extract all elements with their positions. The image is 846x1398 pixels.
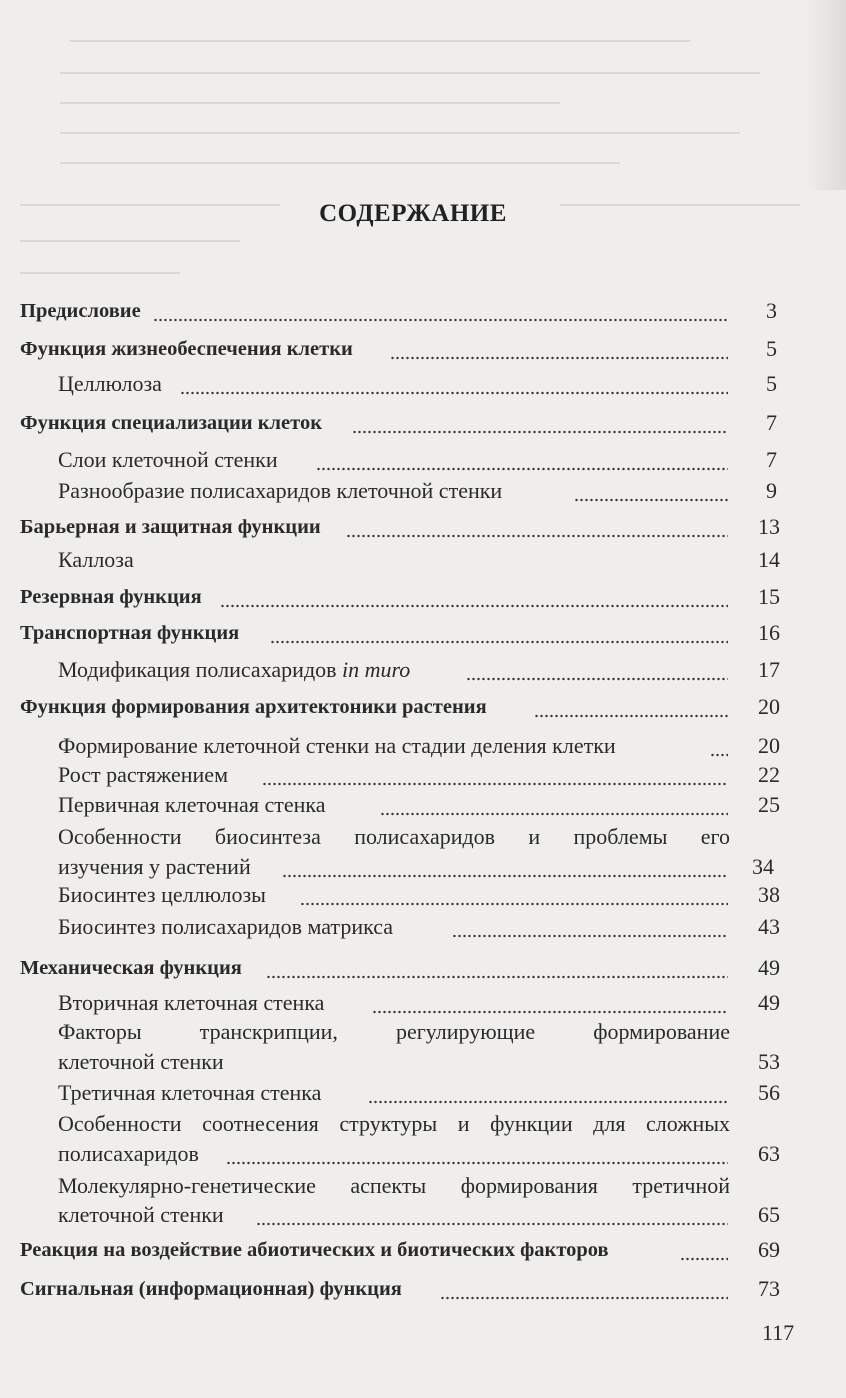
- leader-dots: [466, 677, 728, 681]
- toc-entry-title: Модификация полисахаридов in muro: [58, 657, 411, 682]
- toc-entry-page: 20: [758, 733, 780, 758]
- toc-entry-page: 13: [758, 514, 780, 539]
- toc-entry-title: полисахаридов: [58, 1141, 199, 1166]
- toc-entry-title: клеточной стенки: [58, 1202, 224, 1227]
- leader-dots: [368, 1100, 728, 1104]
- toc-entry[interactable]: [0, 655, 846, 687]
- toc-entry-title: Реакция на воздействие абиотических и биотических факторов: [20, 1239, 609, 1261]
- toc-entry[interactable]: [0, 1047, 846, 1079]
- toc-entry[interactable]: [0, 1235, 846, 1267]
- toc-entry[interactable]: [0, 545, 846, 577]
- toc-entry[interactable]: [0, 988, 846, 1020]
- toc-entry-page: 20: [758, 694, 780, 719]
- toc-entry-title: Транспортная функция: [20, 622, 240, 644]
- toc-entry-title: Предисловие: [20, 300, 141, 322]
- toc-entry-title-line1: Молекулярно-генетические аспекты формирования третичной: [58, 1173, 730, 1198]
- toc-entry-page: 17: [758, 657, 780, 682]
- toc-entry[interactable]: [0, 582, 846, 614]
- toc-entry-page: 53: [758, 1049, 780, 1074]
- toc-entry-title: Механическая функция: [20, 957, 242, 979]
- toc-entry-title: Каллоза: [58, 547, 134, 572]
- toc-entry-title-line1: Особенности биосинтеза полисахаридов и проблемы его: [58, 824, 730, 849]
- toc-entry-page: 9: [766, 478, 777, 503]
- toc-entry[interactable]: [0, 912, 846, 944]
- leader-dots: [226, 1161, 728, 1165]
- toc-entry-page: 15: [758, 584, 780, 609]
- toc-entry-title: Вторичная клеточная стенка: [58, 990, 325, 1015]
- toc-entry-title: Третичная клеточная стенка: [58, 1080, 322, 1105]
- toc-entry-page: 73: [758, 1276, 780, 1301]
- leader-dots: [282, 874, 728, 878]
- leader-dots: [534, 714, 728, 718]
- toc-entry-page: 14: [758, 547, 780, 572]
- leader-dots: [352, 430, 728, 434]
- toc-entry-title: Слои клеточной стенки: [58, 447, 278, 472]
- toc-entry-page: 49: [758, 955, 780, 980]
- toc-entry[interactable]: [0, 760, 846, 792]
- page-number: 117: [762, 1320, 795, 1345]
- toc-entry-page: 49: [758, 990, 780, 1015]
- toc-entry-page: 43: [758, 914, 780, 939]
- toc-entry-page: 22: [758, 762, 780, 787]
- leader-dots: [180, 391, 728, 395]
- toc-entry[interactable]: [0, 369, 846, 401]
- toc-entry-page: 69: [758, 1237, 780, 1262]
- toc-entry[interactable]: [0, 692, 846, 724]
- toc-entry[interactable]: [0, 1274, 846, 1306]
- leader-dots: [390, 356, 728, 360]
- leader-dots: [380, 812, 728, 816]
- toc-entry-title: изучения у растений: [58, 854, 251, 879]
- toc-entry[interactable]: [0, 731, 846, 763]
- leader-dots: [270, 640, 728, 644]
- toc-entry-page: 65: [758, 1202, 780, 1227]
- toc-entry-title-line1: Особенности соотнесения структуры и функции для сложных: [58, 1111, 730, 1136]
- leader-dots: [680, 1257, 728, 1261]
- toc-entry-page: 56: [758, 1080, 780, 1105]
- leader-dots: [346, 534, 728, 538]
- toc-entry[interactable]: [0, 1200, 846, 1232]
- toc-entry-page: 7: [766, 410, 777, 435]
- toc-entry-title: Целлюлоза: [58, 371, 162, 396]
- toc-entry-title: Биосинтез целлюлозы: [58, 882, 266, 907]
- leader-dots: [262, 782, 728, 786]
- toc-entry[interactable]: [0, 1139, 846, 1171]
- leader-dots: [220, 604, 728, 608]
- toc-entry[interactable]: [0, 476, 846, 508]
- leader-dots: [300, 902, 728, 906]
- toc-entry-page: 3: [766, 298, 777, 323]
- toc-entry[interactable]: [0, 790, 846, 822]
- toc-entry-title: Биосинтез полисахаридов матрикса: [58, 914, 394, 939]
- toc-entry[interactable]: [0, 296, 846, 328]
- toc-entry-title-line1: Факторы транскрипции, регулирующие формирование: [58, 1019, 730, 1044]
- toc-entry-title: Функция специализации клеток: [20, 412, 323, 434]
- toc-entry[interactable]: [0, 1078, 846, 1110]
- toc-entry-page: 34: [752, 854, 774, 879]
- bleed-through-text: [0, 0, 846, 290]
- toc-entry[interactable]: [0, 953, 846, 985]
- leader-dots: [266, 975, 728, 979]
- leader-dots: [574, 498, 728, 502]
- toc-entry[interactable]: [0, 880, 846, 912]
- toc-entry-page: 5: [766, 336, 777, 361]
- toc-entry-page: 63: [758, 1141, 780, 1166]
- toc-entry-title: Первичная клеточная стенка: [58, 792, 326, 817]
- leader-dots: [440, 1296, 728, 1300]
- toc-entry-page: 7: [766, 447, 777, 472]
- page-title: СОДЕРЖАНИЕ: [319, 200, 507, 227]
- toc-entry-title: Формирование клеточной стенки на стадии деления клетки: [58, 733, 616, 758]
- toc-entry-page: 16: [758, 620, 780, 645]
- toc-entry[interactable]: [0, 618, 846, 650]
- toc-entry-title: Резервная функция: [20, 586, 202, 608]
- toc-entry-title: Барьерная и защитная функции: [20, 516, 321, 538]
- toc-entry-title: Сигнальная (информационная) функция: [20, 1278, 402, 1300]
- toc-entry-title: Разнообразие полисахаридов клеточной стенки: [58, 478, 503, 503]
- toc-entry[interactable]: [0, 408, 846, 440]
- leader-dots: [153, 318, 728, 322]
- toc-entry-title: Функция жизнеобеспечения клетки: [20, 338, 353, 360]
- toc-entry-page: 5: [766, 371, 777, 396]
- toc-entry-title: Рост растяжением: [58, 762, 228, 787]
- toc-entry[interactable]: [0, 512, 846, 544]
- toc-entry-title: Функция формирования архитектоники растения: [20, 696, 487, 718]
- toc-entry[interactable]: [0, 445, 846, 477]
- toc-entry-page: 38: [758, 882, 780, 907]
- leader-dots: [372, 1010, 728, 1014]
- toc-entry[interactable]: [0, 334, 846, 366]
- toc-entry-page: 25: [758, 792, 780, 817]
- leader-dots: [710, 753, 728, 757]
- leader-dots: [256, 1222, 728, 1226]
- leader-dots: [452, 934, 728, 938]
- toc-entry-title: клеточной стенки: [58, 1049, 224, 1074]
- leader-dots: [316, 467, 728, 471]
